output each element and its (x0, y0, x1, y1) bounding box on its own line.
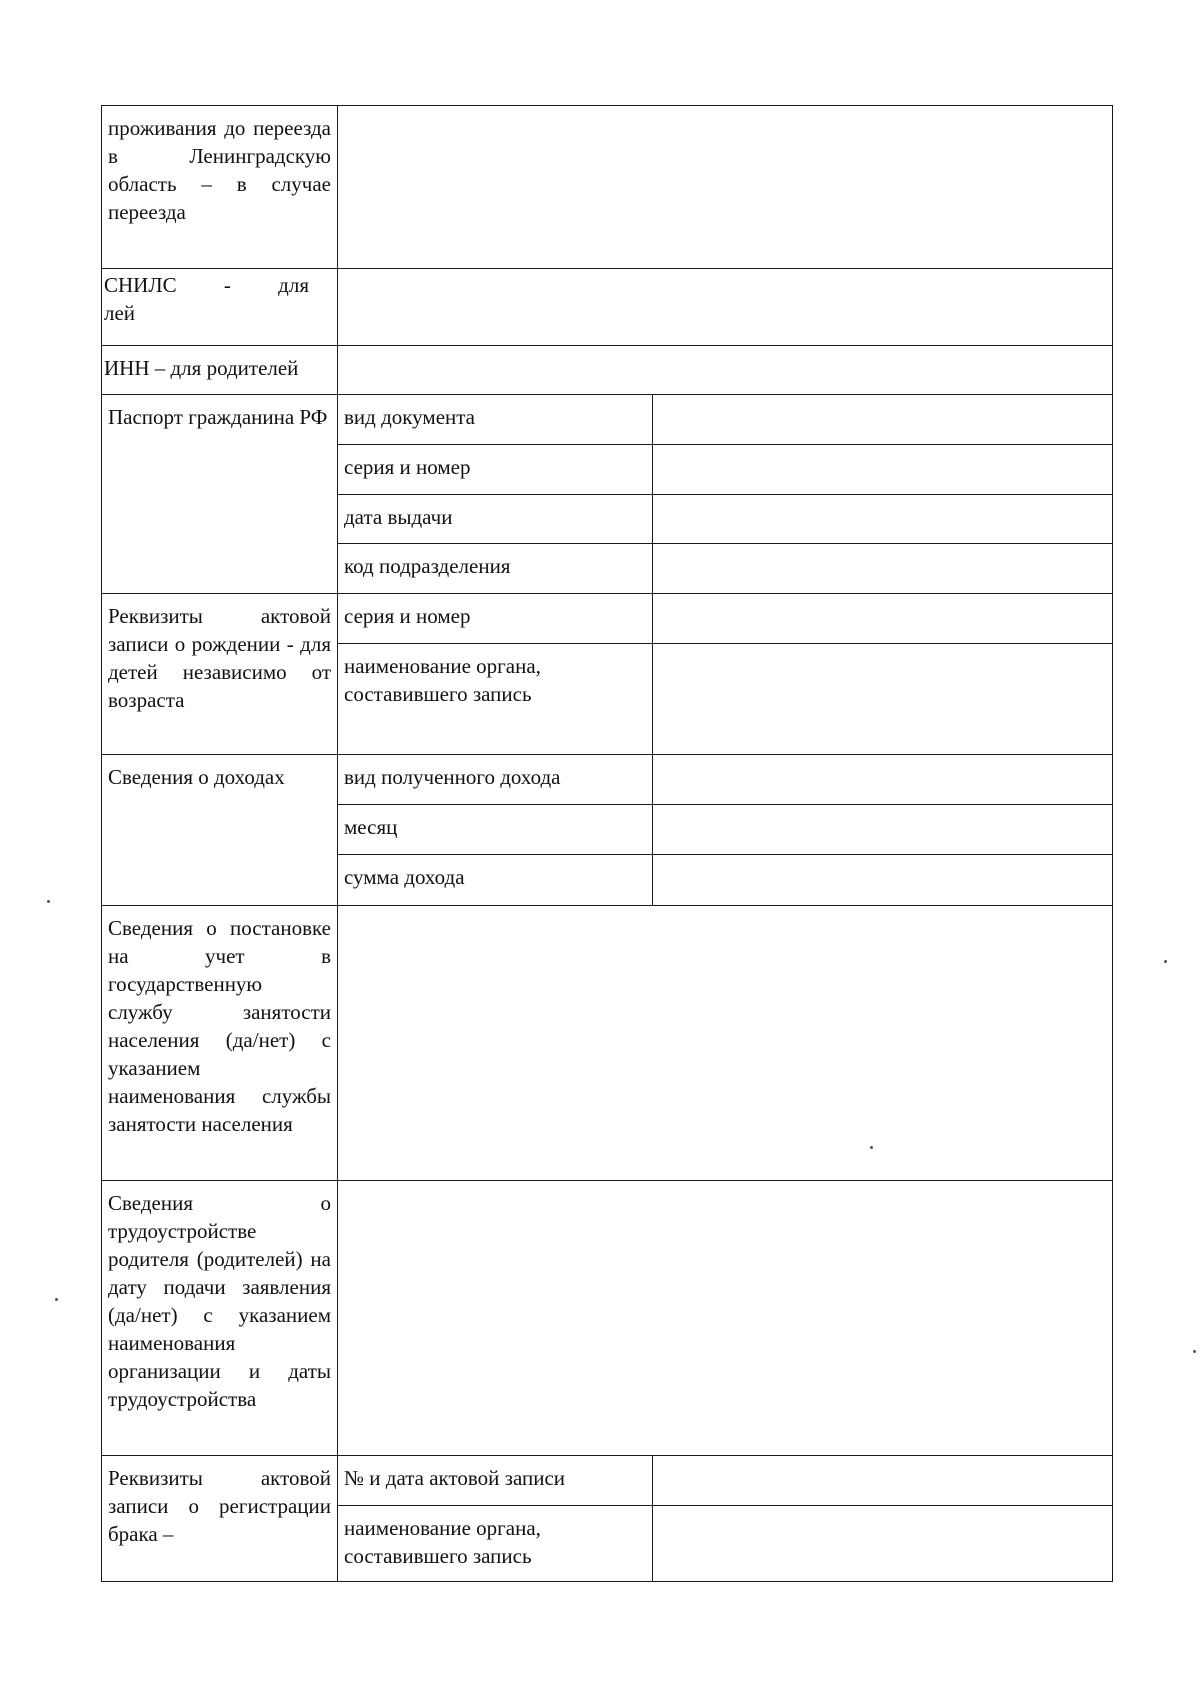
income-field-type: вид полученного дохода (338, 755, 653, 805)
inn-label: ИНН – для родителей (102, 346, 338, 395)
employment-service-value-field[interactable] (338, 906, 1113, 1181)
residence-label: проживания до переезда в Ленинградскую область – в случае переезда (102, 106, 338, 269)
inn-value-field[interactable] (338, 346, 1113, 395)
birth-record-organ-value[interactable] (653, 644, 1113, 755)
row-snils (102, 269, 1113, 346)
residence-value-field[interactable] (338, 106, 1113, 269)
row-employment-service (102, 906, 1113, 1181)
birth-record-series-number-value[interactable] (653, 594, 1113, 644)
birth-record-field-organ: наименование органа, составившего запись (338, 644, 653, 755)
passport-field-series-number: серия и номер (338, 445, 653, 495)
row-residence (102, 106, 1113, 269)
row-marriage-number (102, 1456, 1113, 1506)
marriage-record-field-organ: наименование органа, составившего запись (338, 1506, 653, 1582)
marriage-record-label: Реквизиты актовой записи о регистрации брака – (102, 1456, 338, 1582)
scan-speck (1164, 960, 1167, 963)
scan-speck (1193, 1350, 1196, 1353)
scan-speck (870, 1146, 873, 1149)
income-field-amount: сумма дохода (338, 855, 653, 906)
passport-division-code-value[interactable] (653, 544, 1113, 594)
income-month-value[interactable] (653, 805, 1113, 855)
passport-field-doc-type: вид документа (338, 395, 653, 445)
snils-label-line2: лей (104, 301, 136, 325)
scan-speck (55, 1298, 58, 1301)
passport-series-number-value[interactable] (653, 445, 1113, 495)
employment-service-label: Сведения о постановке на учет в государственную службу занятости населения (да/нет) с указанием наименования службы занятости населения (102, 906, 338, 1181)
marriage-record-number-date-value[interactable] (653, 1456, 1113, 1506)
row-job (102, 1181, 1113, 1456)
income-label: Сведения о доходах (102, 755, 338, 906)
marriage-record-organ-value[interactable] (653, 1506, 1113, 1582)
scan-speck (47, 900, 50, 903)
job-value-field[interactable] (338, 1181, 1113, 1456)
passport-field-division-code: код подразделения (338, 544, 653, 594)
application-form-table (101, 105, 1113, 1582)
income-field-month: месяц (338, 805, 653, 855)
snils-value-field[interactable] (338, 269, 1113, 346)
row-income-type (102, 755, 1113, 805)
row-birth-series (102, 594, 1113, 644)
passport-label: Паспорт гражданина РФ (102, 395, 338, 594)
passport-doc-type-value[interactable] (653, 395, 1113, 445)
birth-record-field-series-number: серия и номер (338, 594, 653, 644)
passport-field-issue-date: дата выдачи (338, 495, 653, 544)
income-type-value[interactable] (653, 755, 1113, 805)
marriage-record-field-number-date: № и дата актовой записи (338, 1456, 653, 1506)
snils-label-cell (102, 269, 338, 346)
passport-issue-date-value[interactable] (653, 495, 1113, 544)
snils-label-line1: СНИЛС - для (104, 273, 309, 297)
birth-record-label: Реквизиты актовой записи о рождении - для детей независимо от возраста (102, 594, 338, 755)
income-amount-value[interactable] (653, 855, 1113, 906)
row-passport-type (102, 395, 1113, 445)
job-label: Сведения о трудоустройстве родителя (родителей) на дату подачи заявления (да/нет) с указанием наименования организации и даты трудоустройства (102, 1181, 338, 1456)
row-inn (102, 346, 1113, 395)
